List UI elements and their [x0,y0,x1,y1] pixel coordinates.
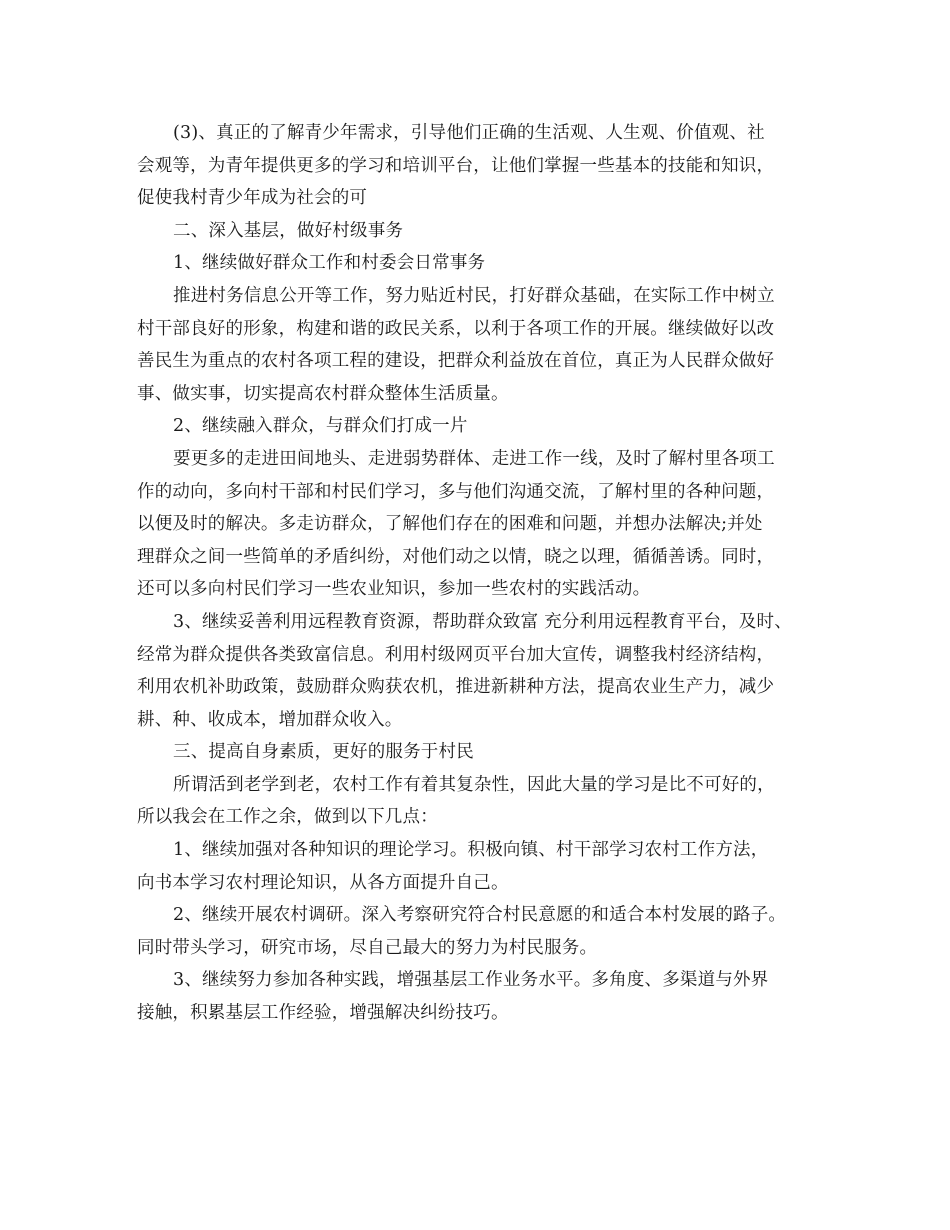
paragraph-rural-research [137,899,817,964]
text-line: 作的动向，多向村干部和村民们学习，多与他们沟通交流，了解村里的各种问题， [137,481,775,502]
text-line: 事、做实事，切实提高农村群众整体生活质量。 [137,383,509,404]
subheading-2-2 [137,410,817,443]
paragraph-integrate-masses [137,443,817,606]
heading-line: 三、提高自身素质，更好的服务于村民 [173,742,474,763]
text-line: 善民生为重点的农村各项工程的建设，把群众利益放在首位，真正为人民群众做好 [137,351,775,372]
text-line: 会观等，为青年提供更多的学习和培训平台，让他们掌握一些基本的技能和知识， [137,155,775,176]
text-line: 向书本学习农村理论知识，从各方面提升自己。 [137,872,509,893]
document-body [137,117,817,1030]
text-line: 所谓活到老学到老，农村工作有着其复杂性，因此大量的学习是比不可好的， [173,774,775,795]
text-line: 推进村务信息公开等工作，努力贴近村民，打好群众基础，在实际工作中树立 [173,285,775,306]
paragraph-remote-education [137,606,817,736]
text-line: 促使我村青少年成为社会的可 [137,188,368,209]
text-line: 经常为群众提供各类致富信息。利用村级网页平台加大宣传，调整我村经济结构， [137,644,775,665]
text-line: 要更多的走进田间地头、走进弱势群体、走进工作一线，及时了解村里各项工 [173,448,775,469]
text-line: 接触，积累基层工作经验，增强解决纠纷技巧。 [137,1003,509,1024]
heading-line: 2、继续融入群众，与群众们打成一片 [173,416,468,437]
heading-line: 1、继续做好群众工作和村委会日常事务 [173,253,486,274]
text-line: 耕、种、收成本，增加群众收入。 [137,709,403,730]
paragraph-theory-study [137,834,817,899]
text-line: (3)、真正的了解青少年需求，引导他们正确的生活观、人生观、价值观、社 [173,123,765,143]
subheading-2-1 [137,247,817,280]
text-line: 3、继续努力参加各种实践，增强基层工作业务水平。多角度、多渠道与外界 [173,970,769,991]
text-line: 以便及时的解决。多走访群众，了解他们存在的困难和问题，并想办法解决;并处 [137,514,763,535]
paragraph-youth-needs [137,117,817,215]
heading-line: 二、深入基层，做好村级事务 [173,220,404,241]
paragraph-practice [137,964,817,1029]
text-line: 2、继续开展农村调研。深入考察研究符合村民意愿的和适合本村发展的路子。 [173,905,787,926]
paragraph-lifelong-learning [137,769,817,834]
text-line: 理群众之间一些简单的矛盾纠纷，对他们动之以情，晓之以理，循循善诱。同时， [137,546,775,567]
text-line: 利用农机补助政策，鼓励群众购获农机，推进新耕种方法，提高农业生产力，减少 [137,677,775,698]
text-line: 所以我会在工作之余，做到以下几点： [137,807,438,828]
text-line: 3、继续妥善利用远程教育资源，帮助群众致富 充分利用远程教育平台，及时、 [173,611,792,632]
section-heading-3 [137,736,817,769]
text-line: 还可以多向村民们学习一些农业知识，参加一些农村的实践活动。 [137,579,651,600]
text-line: 1、继续加强对各种知识的理论学习。积极向镇、村干部学习农村工作方法， [173,840,769,861]
paragraph-village-affairs [137,280,817,410]
text-line: 同时带头学习，研究市场，尽自己最大的努力为村民服务。 [137,937,598,958]
section-heading-2 [137,215,817,248]
text-line: 村干部良好的形象，构建和谐的政民关系，以利于各项工作的开展。继续做好以改 [137,318,775,339]
